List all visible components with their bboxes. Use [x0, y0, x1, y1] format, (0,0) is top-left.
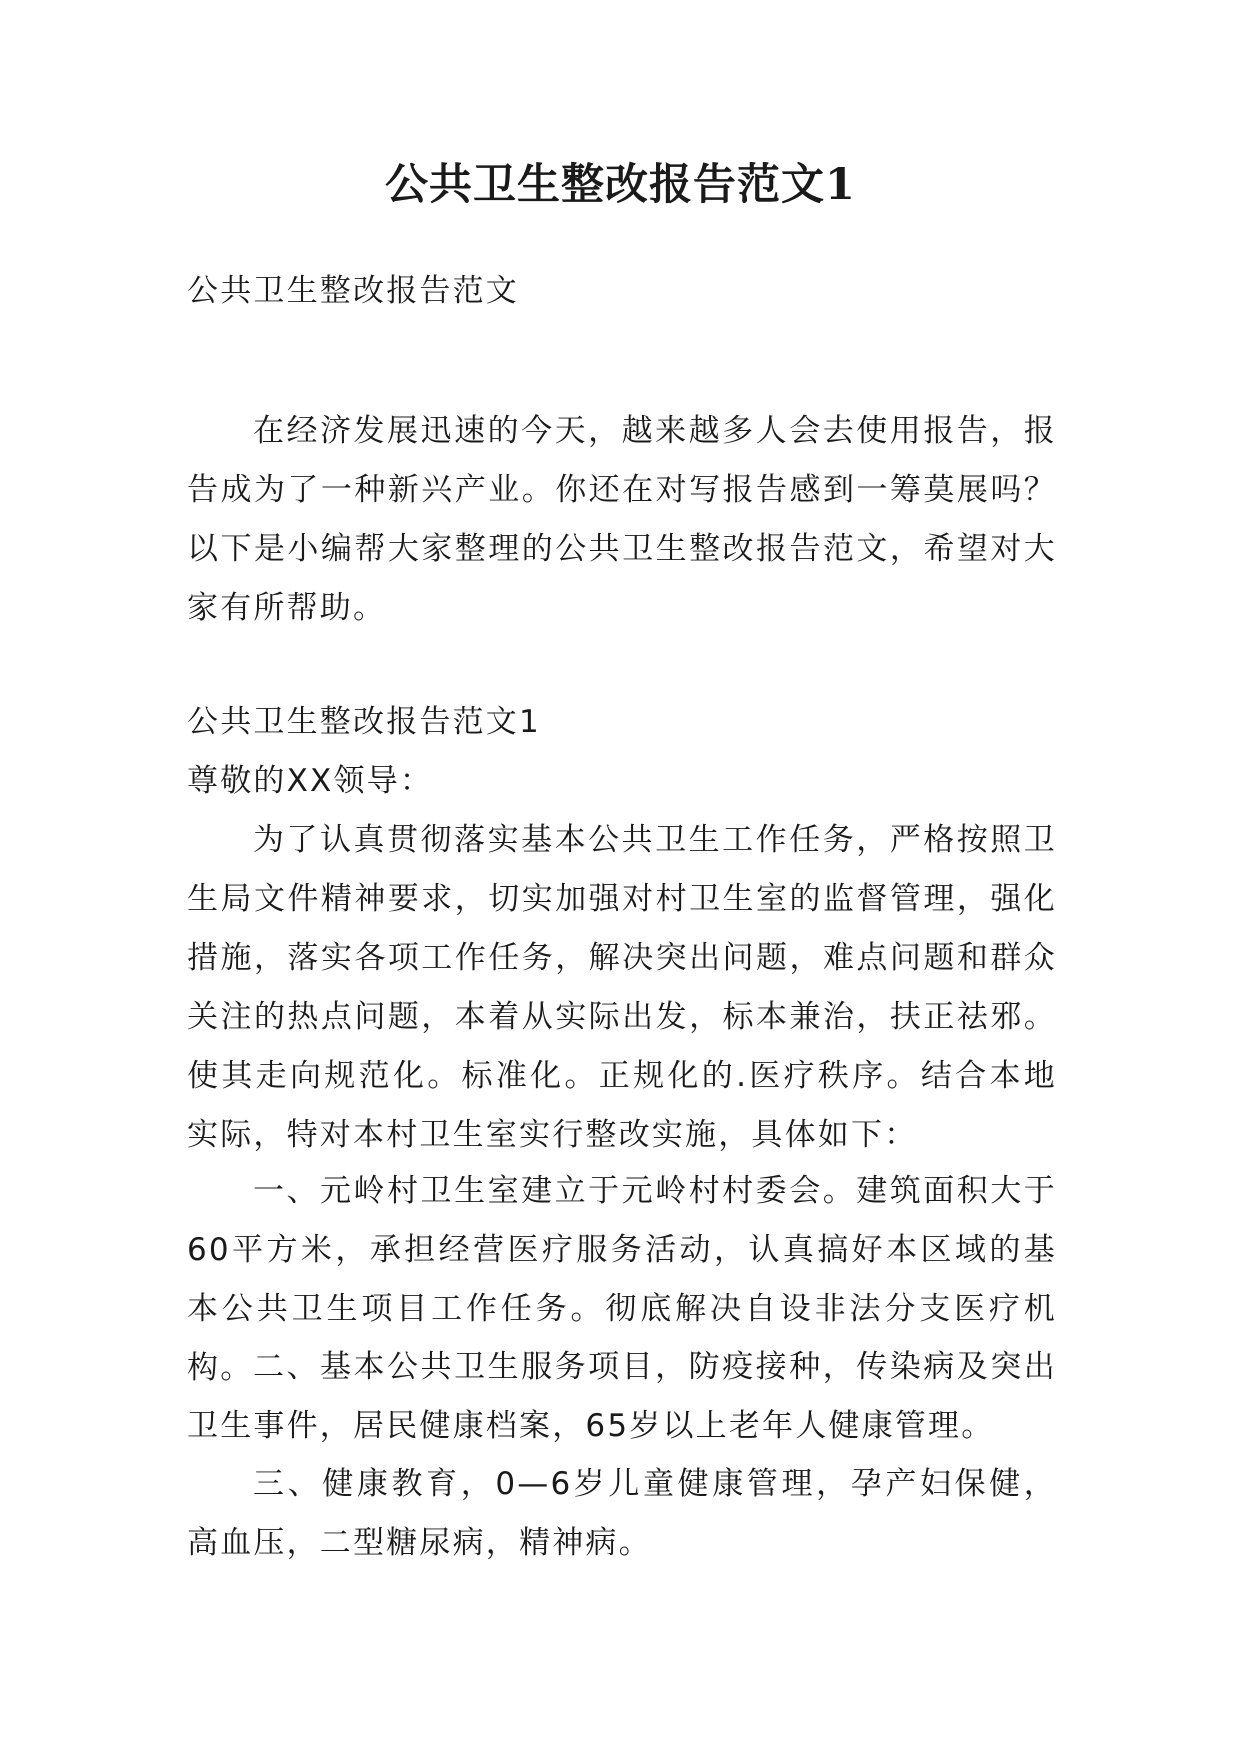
document-title: 公共卫生整改报告范文1 [385, 160, 856, 210]
section-heading: 公共卫生整改报告范文1 [187, 704, 541, 740]
body-paragraph: 一、元岭村卫生室建立于元岭村村委会。建筑面积大于60平方米，承担经营医疗服务活动，认真搞好本区域的基本公共卫生项目工作任务。彻底解决自设非法分支医疗机构。 [187, 1173, 1057, 1386]
salutation: 尊敬的XX领导： [187, 763, 434, 799]
body-paragraph: 二、基本公共卫生服务项目，防疫接种，传染病及突出卫生事件，居民健康档案，65岁以上老年人健康管理。 [187, 1349, 1057, 1444]
intro-paragraph: 在经济发展迅速的今天，越来越多人会去使用报告，报告成为了一种新兴产业。你还在对写报告感到一筹莫展吗？以下是小编帮大家整理的公共卫生整改报告范文，希望对大家有所帮助。 [187, 413, 1057, 626]
body-paragraph: 三、健康教育，0—6岁儿童健康管理，孕产妇保健，高血压，二型糖尿病，精神病。 [187, 1466, 1057, 1561]
body-paragraph: 为了认真贯彻落实基本公共卫生工作任务，严格按照卫生局文件精神要求，切实加强对村卫生室的监督管理，强化措施，落实各项工作任务，解决突出问题，难点问题和群众关注的热点问题，本着从实际出发，标本兼治，扶正祛邪。使其走向规范化。标准化。正规化的.医疗秩序。结合本地实际，特对本村卫生室实行整改实施，具体如下： [187, 822, 1057, 1153]
document-subtitle: 公共卫生整改报告范文 [187, 273, 519, 309]
